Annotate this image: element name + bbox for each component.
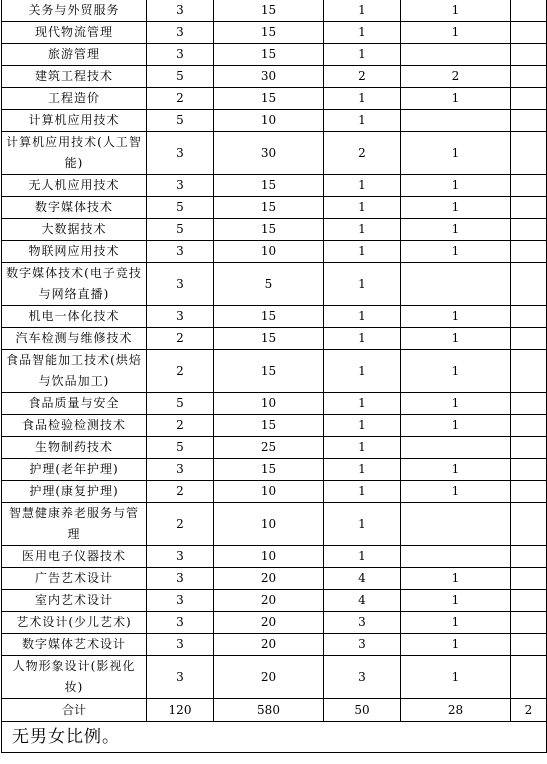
major-name-cell: 医用电子仪器技术 [2, 546, 147, 568]
value-cell-c4: 1 [401, 175, 511, 197]
value-cell-c1: 3 [147, 634, 214, 656]
table-row [2, 481, 547, 503]
major-name-cell: 工程造价 [2, 88, 147, 110]
table-row [2, 0, 547, 22]
value-cell-c4: 1 [401, 22, 511, 44]
table-row [2, 110, 547, 132]
table-row [2, 88, 547, 110]
table-row [2, 328, 547, 350]
value-cell-c3: 1 [324, 459, 401, 481]
value-cell-c4: 1 [401, 612, 511, 634]
major-name-cell: 建筑工程技术 [2, 66, 147, 88]
value-cell-c4: 1 [401, 590, 511, 612]
table-row [2, 219, 547, 241]
value-cell-c2: 15 [214, 350, 324, 393]
total-label: 合计 [2, 699, 147, 722]
value-cell-c4: 1 [401, 0, 511, 22]
value-cell-c4: 1 [401, 88, 511, 110]
value-cell-c2: 15 [214, 44, 324, 66]
value-cell-c1: 5 [147, 393, 214, 415]
value-cell-c4: 2 [401, 66, 511, 88]
value-cell-c2: 25 [214, 437, 324, 459]
major-name-cell: 计算机应用技术(人工智能) [2, 132, 147, 175]
value-cell-c3: 1 [324, 306, 401, 328]
value-cell-c4: 1 [401, 350, 511, 393]
major-name-cell: 生物制药技术 [2, 437, 147, 459]
value-cell-c4 [401, 546, 511, 568]
table-row [2, 22, 547, 44]
value-cell-c1: 3 [147, 22, 214, 44]
value-cell-c1: 2 [147, 481, 214, 503]
value-cell-c5 [511, 44, 547, 66]
table-row [2, 415, 547, 437]
table-row [2, 66, 547, 88]
value-cell-c5 [511, 503, 547, 546]
value-cell-c4: 1 [401, 328, 511, 350]
table-row [2, 175, 547, 197]
value-cell-c2: 15 [214, 22, 324, 44]
total-c4: 28 [401, 699, 511, 722]
value-cell-c3: 4 [324, 568, 401, 590]
value-cell-c1: 3 [147, 263, 214, 306]
major-name-cell: 食品检验检测技术 [2, 415, 147, 437]
value-cell-c1: 2 [147, 328, 214, 350]
value-cell-c2: 10 [214, 241, 324, 263]
value-cell-c1: 5 [147, 197, 214, 219]
value-cell-c5 [511, 656, 547, 699]
table-row [2, 263, 547, 306]
value-cell-c3: 1 [324, 263, 401, 306]
value-cell-c3: 1 [324, 437, 401, 459]
value-cell-c2: 15 [214, 219, 324, 241]
value-cell-c5 [511, 0, 547, 22]
table-row [2, 44, 547, 66]
major-name-cell: 计算机应用技术 [2, 110, 147, 132]
table-row [2, 503, 547, 546]
value-cell-c3: 1 [324, 241, 401, 263]
value-cell-c3: 1 [324, 481, 401, 503]
table-row [2, 306, 547, 328]
value-cell-c2: 15 [214, 459, 324, 481]
total-row [2, 699, 547, 722]
value-cell-c1: 2 [147, 88, 214, 110]
table-row [2, 437, 547, 459]
value-cell-c5 [511, 568, 547, 590]
value-cell-c1: 2 [147, 503, 214, 546]
value-cell-c2: 20 [214, 656, 324, 699]
value-cell-c1: 5 [147, 66, 214, 88]
value-cell-c4: 1 [401, 415, 511, 437]
value-cell-c3: 1 [324, 175, 401, 197]
value-cell-c5 [511, 219, 547, 241]
value-cell-c5 [511, 263, 547, 306]
major-name-cell: 室内艺术设计 [2, 590, 147, 612]
value-cell-c3: 1 [324, 503, 401, 546]
major-name-cell: 数字媒体技术(电子竞技与网络直播) [2, 263, 147, 306]
value-cell-c2: 15 [214, 175, 324, 197]
value-cell-c5 [511, 612, 547, 634]
value-cell-c2: 15 [214, 88, 324, 110]
value-cell-c5 [511, 393, 547, 415]
value-cell-c2: 15 [214, 0, 324, 22]
value-cell-c2: 15 [214, 328, 324, 350]
table-row [2, 132, 547, 175]
value-cell-c2: 10 [214, 393, 324, 415]
value-cell-c3: 3 [324, 634, 401, 656]
value-cell-c4: 1 [401, 219, 511, 241]
value-cell-c2: 20 [214, 590, 324, 612]
table-row [2, 656, 547, 699]
value-cell-c3: 3 [324, 612, 401, 634]
value-cell-c5 [511, 110, 547, 132]
value-cell-c2: 5 [214, 263, 324, 306]
value-cell-c4: 1 [401, 393, 511, 415]
value-cell-c5 [511, 88, 547, 110]
value-cell-c1: 2 [147, 350, 214, 393]
major-name-cell: 人物形象设计(影视化妆) [2, 656, 147, 699]
table-row [2, 568, 547, 590]
value-cell-c5 [511, 437, 547, 459]
value-cell-c4: 1 [401, 132, 511, 175]
value-cell-c4: 1 [401, 197, 511, 219]
table-row [2, 241, 547, 263]
major-name-cell: 机电一体化技术 [2, 306, 147, 328]
value-cell-c2: 10 [214, 503, 324, 546]
major-name-cell: 数字媒体技术 [2, 197, 147, 219]
enrollment-table [1, 0, 547, 753]
table-row [2, 634, 547, 656]
value-cell-c1: 5 [147, 219, 214, 241]
note-row [2, 722, 547, 753]
value-cell-c2: 10 [214, 481, 324, 503]
table-body [2, 0, 547, 699]
value-cell-c1: 3 [147, 612, 214, 634]
total-c2: 580 [214, 699, 324, 722]
value-cell-c3: 1 [324, 22, 401, 44]
value-cell-c4 [401, 503, 511, 546]
major-name-cell: 食品智能加工技术(烘焙与饮品加工) [2, 350, 147, 393]
major-name-cell: 智慧健康养老服务与管理 [2, 503, 147, 546]
value-cell-c3: 1 [324, 88, 401, 110]
value-cell-c1: 3 [147, 546, 214, 568]
value-cell-c2: 15 [214, 306, 324, 328]
value-cell-c5 [511, 634, 547, 656]
major-name-cell: 大数据技术 [2, 219, 147, 241]
value-cell-c3: 3 [324, 656, 401, 699]
value-cell-c1: 3 [147, 44, 214, 66]
value-cell-c3: 1 [324, 328, 401, 350]
value-cell-c2: 30 [214, 66, 324, 88]
value-cell-c4: 1 [401, 459, 511, 481]
major-name-cell: 物联网应用技术 [2, 241, 147, 263]
note-text: 无男女比例。 [2, 722, 547, 753]
value-cell-c5 [511, 132, 547, 175]
total-c3: 50 [324, 699, 401, 722]
value-cell-c1: 3 [147, 306, 214, 328]
value-cell-c5 [511, 459, 547, 481]
value-cell-c3: 1 [324, 393, 401, 415]
value-cell-c2: 20 [214, 612, 324, 634]
value-cell-c1: 5 [147, 110, 214, 132]
value-cell-c3: 1 [324, 415, 401, 437]
value-cell-c1: 3 [147, 656, 214, 699]
value-cell-c5 [511, 22, 547, 44]
value-cell-c4: 1 [401, 241, 511, 263]
major-name-cell: 关务与外贸服务 [2, 0, 147, 22]
value-cell-c1: 3 [147, 590, 214, 612]
value-cell-c4: 1 [401, 568, 511, 590]
table-row [2, 350, 547, 393]
value-cell-c3: 1 [324, 44, 401, 66]
value-cell-c3: 2 [324, 66, 401, 88]
value-cell-c2: 15 [214, 197, 324, 219]
value-cell-c5 [511, 306, 547, 328]
value-cell-c5 [511, 241, 547, 263]
major-name-cell: 无人机应用技术 [2, 175, 147, 197]
value-cell-c3: 2 [324, 132, 401, 175]
value-cell-c4: 1 [401, 634, 511, 656]
value-cell-c1: 3 [147, 132, 214, 175]
value-cell-c5 [511, 328, 547, 350]
value-cell-c5 [511, 481, 547, 503]
value-cell-c3: 4 [324, 590, 401, 612]
value-cell-c2: 10 [214, 110, 324, 132]
value-cell-c3: 1 [324, 546, 401, 568]
value-cell-c4 [401, 110, 511, 132]
value-cell-c4: 1 [401, 656, 511, 699]
value-cell-c2: 15 [214, 415, 324, 437]
major-name-cell: 汽车检测与维修技术 [2, 328, 147, 350]
major-name-cell: 旅游管理 [2, 44, 147, 66]
major-name-cell: 艺术设计(少儿艺术) [2, 612, 147, 634]
value-cell-c4 [401, 44, 511, 66]
value-cell-c5 [511, 175, 547, 197]
table-row [2, 459, 547, 481]
table-row [2, 546, 547, 568]
table-row [2, 590, 547, 612]
value-cell-c1: 3 [147, 241, 214, 263]
value-cell-c1: 3 [147, 568, 214, 590]
value-cell-c1: 2 [147, 415, 214, 437]
value-cell-c1: 3 [147, 175, 214, 197]
value-cell-c2: 30 [214, 132, 324, 175]
total-c5: 2 [511, 699, 547, 722]
value-cell-c3: 1 [324, 110, 401, 132]
total-c1: 120 [147, 699, 214, 722]
value-cell-c3: 1 [324, 350, 401, 393]
value-cell-c2: 10 [214, 546, 324, 568]
value-cell-c4 [401, 437, 511, 459]
value-cell-c3: 1 [324, 197, 401, 219]
value-cell-c4 [401, 263, 511, 306]
value-cell-c1: 3 [147, 0, 214, 22]
major-name-cell: 数字媒体艺术设计 [2, 634, 147, 656]
major-name-cell: 现代物流管理 [2, 22, 147, 44]
table-row [2, 612, 547, 634]
value-cell-c4: 1 [401, 481, 511, 503]
value-cell-c2: 20 [214, 568, 324, 590]
value-cell-c5 [511, 415, 547, 437]
major-name-cell: 护理(康复护理) [2, 481, 147, 503]
value-cell-c3: 1 [324, 219, 401, 241]
value-cell-c5 [511, 350, 547, 393]
value-cell-c5 [511, 197, 547, 219]
value-cell-c5 [511, 590, 547, 612]
value-cell-c5 [511, 66, 547, 88]
major-name-cell: 护理(老年护理) [2, 459, 147, 481]
table-row [2, 393, 547, 415]
value-cell-c3: 1 [324, 0, 401, 22]
value-cell-c2: 20 [214, 634, 324, 656]
table-row [2, 197, 547, 219]
value-cell-c4: 1 [401, 306, 511, 328]
value-cell-c1: 3 [147, 459, 214, 481]
major-name-cell: 广告艺术设计 [2, 568, 147, 590]
major-name-cell: 食品质量与安全 [2, 393, 147, 415]
value-cell-c5 [511, 546, 547, 568]
value-cell-c1: 5 [147, 437, 214, 459]
